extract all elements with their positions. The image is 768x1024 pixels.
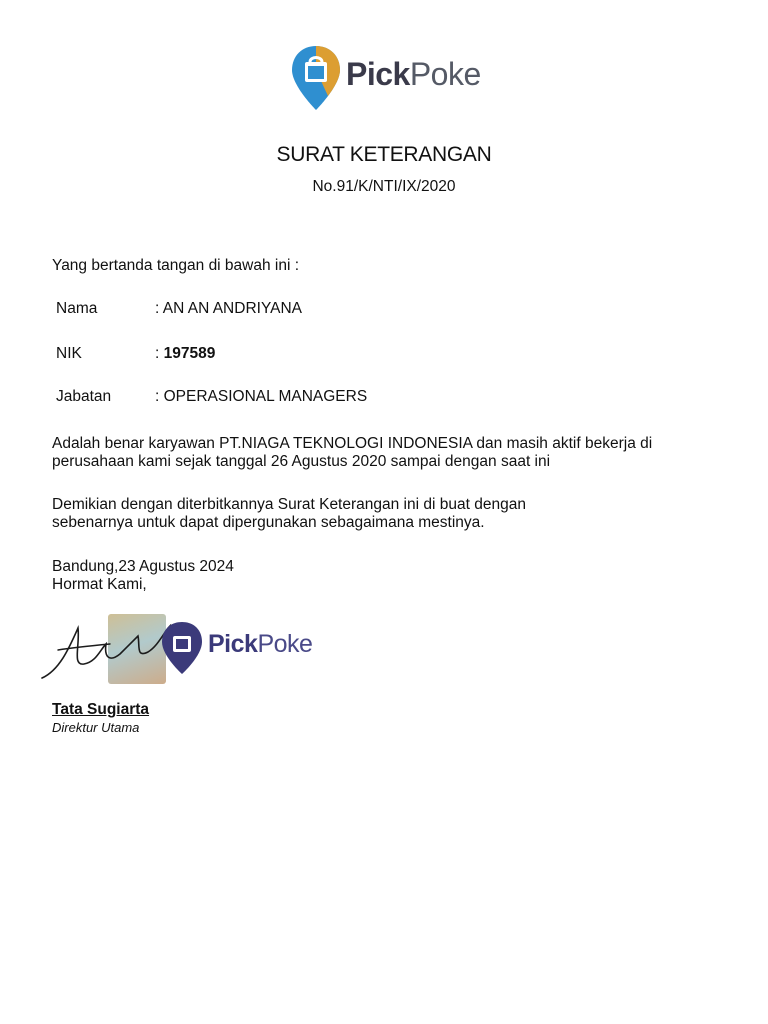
brand-name-part2: Poke (409, 56, 481, 92)
field-value-jabatan: : OPERASIONAL MANAGERS (155, 388, 368, 405)
place-date: Bandung,23 Agustus 2024 (52, 558, 234, 575)
header-logo (290, 44, 490, 112)
letter-title: SURAT KETERANGAN (276, 143, 492, 166)
paragraph2-line1: Demikian dengan diterbitkannya Surat Keterangan ini di buat dengan (52, 496, 526, 513)
signature-stamp-area (40, 606, 340, 696)
stamp-brand-name-part1: Pick (208, 630, 258, 658)
stamp-brand-name (208, 630, 312, 659)
brand-name (346, 56, 481, 93)
signer-title: Direktur Utama (52, 720, 140, 735)
brand-name-part1: Pick (346, 56, 410, 92)
paragraph2-line2: sebenarnya untuk dapat dipergunakan sebagaimana mestinya. (52, 514, 485, 531)
field-label-nama: Nama (56, 300, 98, 317)
closing-text: Hormat Kami, (52, 576, 147, 593)
field-value-nama: : AN AN ANDRIYANA (155, 300, 303, 317)
field-value-nik-number: 197589 (163, 345, 216, 362)
field-label-jabatan: Jabatan (56, 388, 112, 405)
field-label-nik: NIK (56, 345, 82, 362)
paragraph1-line2: perusahaan kami sejak tanggal 26 Agustus 2020 sampai dengan saat ini (52, 453, 551, 470)
signer-name: Tata Sugiarta (52, 701, 150, 718)
intro-text: Yang bertanda tangan di bawah ini : (52, 257, 300, 274)
stamp-brand-name-part2: Poke (257, 630, 313, 658)
paragraph1-line1: Adalah benar karyawan PT.NIAGA TEKNOLOGI INDONESIA dan masih aktif bekerja di (52, 435, 653, 452)
shopping-bag-pin-icon (290, 44, 342, 112)
field-value-nik-prefix: : (155, 345, 164, 362)
letter-number: No.91/K/NTI/IX/2020 (312, 178, 456, 195)
stamp-logo-icon (160, 620, 204, 676)
field-value-nik (155, 345, 215, 363)
